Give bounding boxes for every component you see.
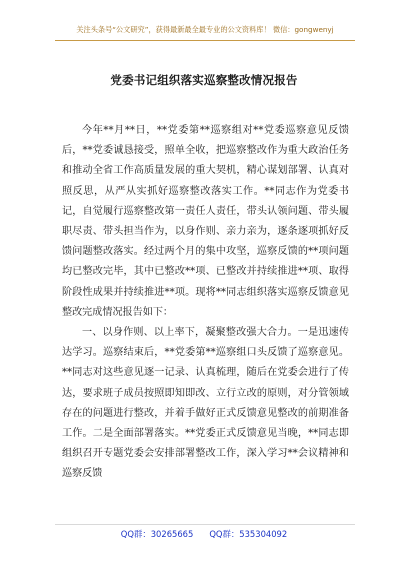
- paragraph-intro: 今年**月**日，**党委第**巡察组对**党委巡察意见反馈后，**党委诚恳接受，照单全收，把巡察整改作为重大政治任务和推动全省工作高质量发展的重大契机，精心谋划部署、认真对照反思，从严从实抓好巡察整改落实工作。**同志作为党委书记，自觉履行巡察整改第一责任人责任，带头认领问题、带头履职尽责、带头担当作为，以身作则、亲力亲为，逐条逐项抓好反馈问题整改落实。经过两个月的集中攻坚，巡察反馈的**项问题均已整改完毕，其中已整改**项、已整改并持续推进**项、取得阶段性成果并持续推进**项。现将**同志组织落实巡察反馈意见整改完成情况报告如下：: [62, 125, 349, 318]
- page-header-banner: 关注头条号“公文研究”，获得最新最全最专业的公文资料库！ 微信：gongwenyj: [55, 20, 355, 41]
- document-title: 党委书记组织落实巡察整改情况报告: [110, 73, 298, 87]
- paragraph-section-one: 一、以身作则、以上率下，凝聚整改强大合力。一是迅速传达学习。巡察结束后，**党委第**巡察组口头反馈了巡察意见。**同志对这些意见逐一记录、认真梳理，随后在党委会进行了传达，要求班子成员按照即知即改、立行立改的原则，对分管领域存在的问题进行整改，并着手做好正式反馈意见整改的前期准备工作。二是全面部署落实。**党委正式反馈意见当晚，**同志即组织召开专题党委会安排部署整改工作，深入学习**会议精神和巡察反馈: [62, 327, 349, 480]
- footer-divider: [55, 524, 355, 525]
- document-body: [62, 121, 349, 485]
- page-footer-qq-groups: QQ群：30265665 QQ群：535304092: [120, 529, 288, 539]
